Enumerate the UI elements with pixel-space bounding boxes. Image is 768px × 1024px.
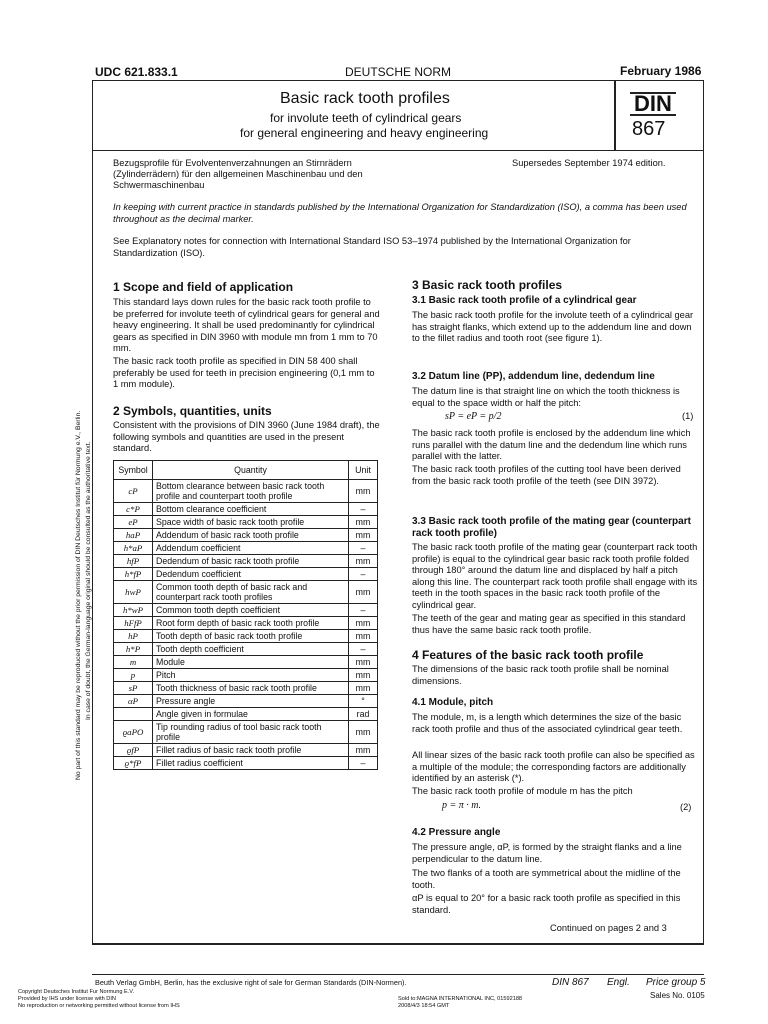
german-title: Bezugsprofile für Evolventenverzahnungen an Stirnrädern (Zylinderrädern) für den allgemeinen Maschinenbau und den Schwermaschinenbau [113,158,363,191]
table-row [114,682,378,695]
section-3-heading: 3 Basic rack tooth profiles [412,278,563,292]
table-cell-symbol: cP [114,480,153,503]
table-cell-symbol: p [114,669,153,682]
section-4-2-para-3: αP is equal to 20° for a basic rack tooth profile as specified in this standard. [412,893,681,915]
table-header-quantity: Quantity [153,461,349,480]
table-cell-quantity: Addendum of basic rack tooth profile [153,529,349,542]
table-cell-unit: mm [349,617,378,630]
side-note-authoritative: In case of doubt, the German-language original should be consulted as the authoritative text. [85,441,92,720]
footer-sales-number: Sales No. 0105 [650,991,705,1000]
section-4-2-para-2: The two flanks of a tooth are symmetrical about the midline of the tooth. [412,868,681,890]
table-cell-quantity: Tooth thickness of basic rack tooth profile [153,682,349,695]
footer-language: Engl. [607,977,630,988]
equation-2: p = π · m. [442,800,481,811]
table-row [114,669,378,682]
table-cell-unit: rad [349,708,378,721]
table-row [114,744,378,757]
table-cell-quantity: Dedendum coefficient [153,568,349,581]
table-cell-unit: mm [349,744,378,757]
table-row [114,721,378,744]
table-row [114,503,378,516]
section-1-para-1: This standard lays down rules for the basic rack tooth profile to be preferred for involute teeth of cylindrical gears for general and heavy engineering. It shall be used predominantly for cylindrical gears as specified in DIN 3960 with module mn from 1 mm to 70 mm. [113,297,380,354]
footer-copyright-2: Provided by IHS under license with DIN [18,996,116,1002]
table-cell-symbol: αP [114,695,153,708]
table-row [114,656,378,669]
norm-label: DEUTSCHE NORM [345,65,452,79]
table-cell-quantity: Dedendum of basic rack tooth profile [153,555,349,568]
footer-strip [92,943,704,975]
table-cell-symbol: h*P [114,643,153,656]
table-cell-quantity: Pitch [153,669,349,682]
table-cell-quantity: Angle given in formulae [153,708,349,721]
section-4-2-heading: 4.2 Pressure angle [412,827,501,838]
section-1-heading: 1 Scope and field of application [113,280,294,294]
section-4-heading: 4 Features of the basic rack tooth profile [412,648,644,662]
footer-publisher: Beuth Verlag GmbH, Berlin, has the exclusive right of sale for German Standards (DIN-Normen). [95,978,407,987]
table-cell-unit: – [349,604,378,617]
section-2-para: Consistent with the provisions of DIN 3960 (June 1984 draft), the following symbols and quantities are used in the present standard. [113,420,380,454]
table-cell-quantity: Pressure angle [153,695,349,708]
table-row [114,529,378,542]
table-cell-symbol: ϱ*fP [114,757,153,770]
table-cell-quantity: Common tooth depth coefficient [153,604,349,617]
table-row [114,568,378,581]
table-cell-unit: mm [349,480,378,503]
table-cell-symbol: hfP [114,555,153,568]
table-cell-quantity: Root form depth of basic rack tooth profile [153,617,349,630]
table-header-unit: Unit [349,461,378,480]
section-3-2-para-3: The basic rack tooth profiles of the cutting tool have been derived from the basic rack tooth profile of the teeth (see DIN 3972). [412,464,681,486]
table-cell-quantity: Addendum coefficient [153,542,349,555]
table-row [114,516,378,529]
section-4-1-para-3: The basic rack tooth profile of module m has the pitch [412,786,633,796]
table-row [114,630,378,643]
table-cell-quantity: Fillet radius coefficient [153,757,349,770]
equation-2-number: (2) [680,802,692,812]
udc-code: UDC 621.833.1 [95,65,178,79]
table-cell-symbol: haP [114,529,153,542]
table-row [114,581,378,604]
section-4-1-para-1: The module, m, is a length which determines the size of the basic rack tooth profile and thus of the associated cylindrical gear teeth. [412,712,683,734]
section-4-1-heading: 4.1 Module, pitch [412,697,494,708]
table-cell-symbol [114,708,153,721]
table-cell-unit: mm [349,581,378,604]
din-number: 867 [632,118,666,140]
table-cell-unit: – [349,568,378,581]
equation-1: sP = eP = p/2 [445,411,502,422]
supersedes-note: Supersedes September 1974 edition. [512,158,666,168]
table-cell-unit: mm [349,721,378,744]
table-row [114,695,378,708]
table-cell-unit: mm [349,555,378,568]
table-cell-symbol: h*fP [114,568,153,581]
footer-stamp-1: Sold to:MAGNA INTERNATIONAL INC, 01592188 [398,996,523,1002]
publication-date: February 1986 [620,64,702,78]
section-3-3-heading: 3.3 Basic rack tooth profile of the mating gear (counterpart rack tooth profile) [412,516,691,539]
table-cell-symbol: h*aP [114,542,153,555]
table-cell-quantity: Common tooth depth of basic rack and counterpart rack tooth profiles [153,581,349,604]
section-1-para-2: The basic rack tooth profile as specified in DIN 58 400 shall preferably be used for teeth in precision engineering (0,1 mm to 1 mm module). [113,356,375,390]
footer-copyright-1: Copyright Deutsches Institut Fur Normung E.V. [18,989,135,995]
table-cell-unit: mm [349,656,378,669]
table-cell-unit: mm [349,682,378,695]
table-row [114,708,378,721]
table-row [114,604,378,617]
section-3-1-heading: 3.1 Basic rack tooth profile of a cylindrical gear [412,295,637,306]
table-cell-quantity: Tooth depth of basic rack tooth profile [153,630,349,643]
table-cell-quantity: Bottom clearance coefficient [153,503,349,516]
section-2-heading: 2 Symbols, quantities, units [113,404,272,418]
table-cell-quantity: Bottom clearance between basic rack tooth profile and counterpart tooth profile [153,480,349,503]
table-row [114,617,378,630]
section-4-1-para-2: All linear sizes of the basic rack tooth profile can also be specified as a multiple of the module; the corresponding factors are additionally identified by an asterisk (*). [412,750,695,784]
table-row [114,480,378,503]
equation-1-number: (1) [682,411,694,421]
symbols-table [113,460,378,770]
table-cell-symbol: hFfP [114,617,153,630]
table-cell-symbol: sP [114,682,153,695]
table-cell-symbol: ϱaPO [114,721,153,744]
table-header-symbol: Symbol [114,461,153,480]
din-box-divider [614,80,616,150]
section-3-2-heading: 3.2 Datum line (PP), addendum line, dedendum line [412,371,655,382]
side-note-copyright: No part of this standard may be reproduced without the prior permission of DIN Deutsches Institut für Normung e.V., Berlin. [75,410,82,780]
table-cell-symbol: hP [114,630,153,643]
table-cell-quantity: Module [153,656,349,669]
table-cell-symbol: hwP [114,581,153,604]
section-4-2-para-1: The pressure angle, αP, is formed by the straight flanks and a line perpendicular to the datum line. [412,842,682,864]
table-row [114,542,378,555]
footer-copyright-3: No reproduction or networking permitted without license from IHS [18,1003,180,1009]
table-cell-symbol: m [114,656,153,669]
table-cell-symbol: c*P [114,503,153,516]
table-header-row [114,461,378,480]
section-3-3-para-1: The basic rack tooth profile of the mating gear (counterpart rack tooth profile) is equal to the cylindrical gear basic rack tooth profile folded through 180° around the datum line and displaced by half a pitch along this line. The counterpart rack tooth profile shall engage with its teeth in the tooth spaces in the basic rack tooth profile of the cylindrical gear. [412,542,698,610]
table-row [114,757,378,770]
table-cell-unit: mm [349,516,378,529]
footer-price-group: Price group 5 [646,977,706,988]
table-cell-unit: mm [349,630,378,643]
table-cell-symbol: h*wP [114,604,153,617]
decimal-marker-note: In keeping with current practice in standards published by the International Organization for Standardization (ISO), a comma has been used throughout as the decimal marker. [113,202,687,224]
table-cell-unit: – [349,503,378,516]
table-cell-quantity: Tooth depth coefficient [153,643,349,656]
document-title: Basic rack tooth profiles [280,90,450,107]
section-3-1-para: The basic rack tooth profile for the involute teeth of a cylindrical gear has straight flanks, which extend up to the addendum line and down to the fillet radius and tooth root (see figure 1). [412,310,694,344]
footer-din-ref: DIN 867 [552,977,589,988]
table-cell-quantity: Space width of basic rack tooth profile [153,516,349,529]
footer-stamp-2: 2008/4/3 18:54 GMT [398,1003,450,1009]
table-cell-unit: mm [349,529,378,542]
din-logo: DIN [630,92,676,116]
section-3-3-para-2: The teeth of the gear and mating gear as specified in this standard thus have the same basic rack tooth profile. [412,613,686,635]
table-cell-unit: mm [349,669,378,682]
document-subtitle-2: for general engineering and heavy engineering [240,126,489,140]
section-3-2-para-1: The datum line is that straight line on which the tooth thickness is equal to the space width or half the pitch: [412,386,680,408]
table-cell-unit: ° [349,695,378,708]
table-cell-quantity: Tip rounding radius of tool basic rack tooth profile [153,721,349,744]
table-cell-unit: – [349,643,378,656]
table-cell-unit: – [349,757,378,770]
table-row [114,555,378,568]
section-3-2-para-2: The basic rack tooth profile is enclosed by the addendum line which runs parallel with the datum line and the dedendum line which runs parallel with the latter. [412,428,691,462]
table-cell-quantity: Fillet radius of basic rack tooth profile [153,744,349,757]
table-row [114,643,378,656]
table-cell-symbol: eP [114,516,153,529]
explanatory-note: See Explanatory notes for connection with International Standard ISO 53–1974 published by the International Organization for Standardization (ISO). [113,236,631,258]
table-cell-symbol: ϱfP [114,744,153,757]
document-subtitle-1: for involute teeth of cylindrical gears [270,111,462,125]
continued-note: Continued on pages 2 and 3 [550,923,667,933]
section-4-para: The dimensions of the basic rack tooth profile shall be nominal dimensions. [412,664,669,686]
table-cell-unit: – [349,542,378,555]
